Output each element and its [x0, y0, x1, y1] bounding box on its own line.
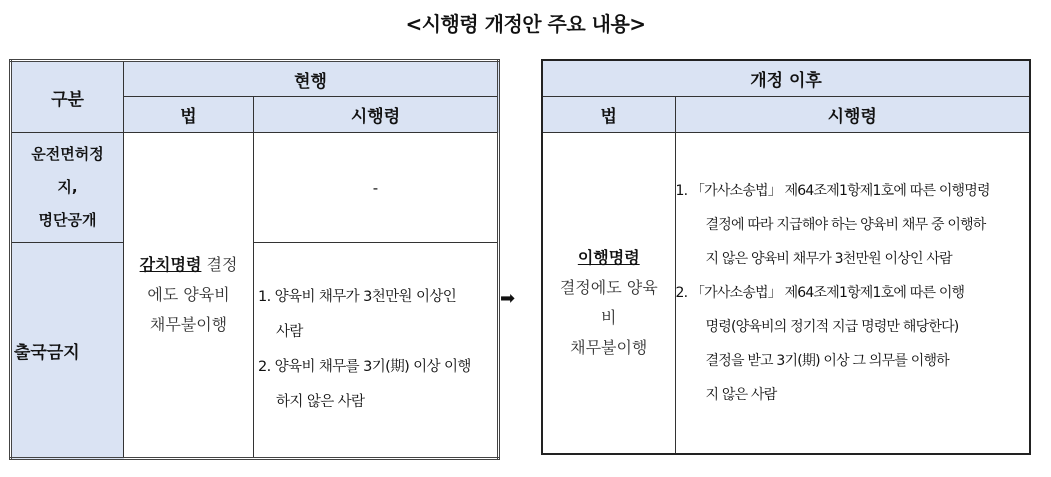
page-title: <시행령 개정안 주요 내용> [405, 12, 646, 36]
decree-header: 시행령 [254, 97, 499, 133]
law-header: 법 [542, 96, 675, 132]
current-table [9, 59, 500, 460]
law-text: 채무불이행 [149, 315, 228, 334]
current-law-cell [124, 133, 254, 459]
current-decree-list [254, 243, 499, 459]
category-header: 구분 [11, 61, 124, 133]
revised-decree-list [675, 132, 1030, 454]
revised-law-cell [542, 132, 675, 454]
decree-item-cont: 지 않은 사람 [705, 386, 777, 403]
arrow-right-icon: ➡ [500, 288, 516, 309]
law-text: 채무불이행 [570, 337, 648, 357]
decree-dash: - [254, 133, 499, 243]
decree-item-cont: 지 않은 양육비 채무가 3천만원 이상인 사람 [705, 250, 952, 267]
law-text: 에도 양육비 [147, 285, 230, 304]
row-label-line: 지, [57, 178, 78, 196]
law-header: 법 [124, 97, 254, 133]
row-label-line: 운전면허정 [31, 145, 104, 163]
row-label-license [11, 133, 124, 243]
decree-header: 시행령 [675, 96, 1030, 132]
revised-header: 개정 이후 [542, 60, 1030, 96]
law-text: 결정에도 양육 [559, 277, 658, 297]
row-label-exit-ban: 출국금지 [11, 243, 124, 459]
decree-item-cont: 결정을 받고 3기(期) 이상 그 의무를 이행하 [705, 352, 949, 369]
law-text: 결정 [201, 255, 238, 274]
row-label-line: 명단공개 [38, 211, 97, 229]
revised-table [541, 59, 1031, 455]
decree-item: 2. 「가사소송법」 제64조제1항제1호에 따른 이행 [675, 284, 965, 301]
decree-item-cont: 사람 [276, 324, 303, 340]
decree-item: 2. 양육비 채무를 3기(期) 이상 이행 [258, 359, 471, 375]
decree-item: 1. 「가사소송법」 제64조제1항제1호에 따른 이행명령 [675, 182, 990, 199]
decree-item-cont: 명령(양육비의 정기적 지급 명령만 해당한다) [705, 318, 959, 335]
law-keyword: 이행명령 [577, 247, 640, 267]
current-header: 현행 [124, 61, 499, 97]
decree-item-cont: 하지 않은 사람 [276, 394, 365, 410]
law-text: 비 [601, 307, 617, 327]
decree-item-cont: 결정에 따라 지급해야 하는 양육비 채무 중 이행하 [705, 216, 986, 233]
law-keyword: 감치명령 [139, 255, 202, 274]
decree-item: 1. 양육비 채무가 3천만원 이상인 [258, 289, 457, 305]
